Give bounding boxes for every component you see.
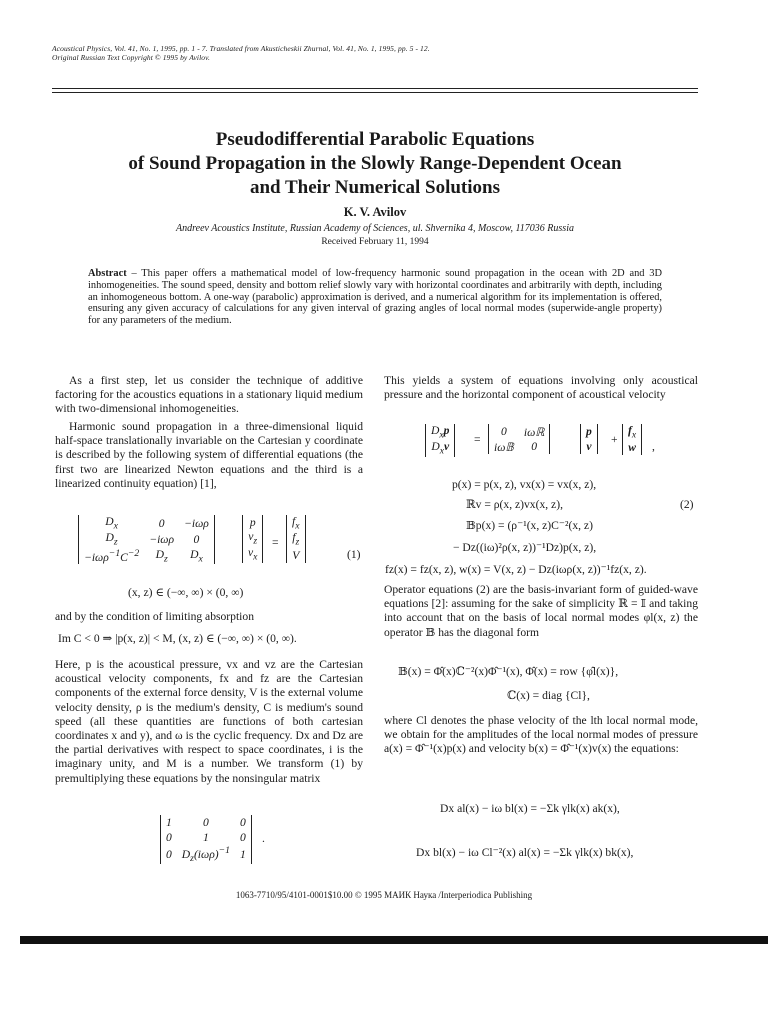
operator-system-equals: = bbox=[474, 433, 481, 446]
absorption-condition: Im C < 0 ⇒ |p(x, z)| < M, (x, z) ∈ (−∞, ∞) × (0, ∞). bbox=[58, 632, 297, 645]
operator-system-matrix: 0 iωℝ iω𝔹 0 bbox=[488, 424, 550, 454]
equation-1-vector-unknowns: p $v_z$ $v_x$ bbox=[242, 515, 263, 563]
page-bottom-edge bbox=[20, 936, 768, 944]
equation-1-domain: (x, z) ∈ (−∞, ∞) × (0, ∞) bbox=[128, 586, 244, 599]
article-title-line-2: of Sound Propagation in the Slowly Range-Dependent Ocean bbox=[128, 153, 622, 174]
right-paragraph-2: Operator equations (2) are the basis-invariant form of guided-wave equations [2]: assuming for the sake of simplicity ℝ = 𝕀 and taking into account that on the basis of local normal modes φl(x, z) the operator 𝔹 has the diagonal form bbox=[384, 583, 698, 639]
operator-system-comma: , bbox=[652, 440, 655, 453]
publisher-footer: 1063-7710/95/4101-0001$10.00 © 1995 МАИК Наука /Interperiodica Publishing bbox=[235, 890, 533, 900]
article-title-line-1: Pseudodifferential Parabolic Equations bbox=[215, 129, 535, 150]
operator-system-lhs: $D_xp$ $D_xv$ bbox=[425, 424, 455, 457]
equation-2-line-1: p(x) = p(x, z), vx(x) = vx(x, z), bbox=[452, 478, 597, 491]
right-paragraph-1: This yields a system of equations involving only acoustical pressure and the horizontal component of acoustical velocity bbox=[384, 374, 698, 402]
header-rule-top bbox=[52, 88, 698, 89]
equation-1-number: (1) bbox=[347, 548, 361, 561]
received-date: Received February 11, 1994 bbox=[321, 237, 429, 247]
left-paragraph-4: Here, p is the acoustical pressure, vx and vz are the Cartesian acoustical velocity components, fx and fz are the Cartesian components of the external force density, V is the external volume velocity density, ρ is the medium's density, C is medium's sound speed (all these quantities are functions of both cartesian coordinates x and y), and ω is the cyclic frequency. Dx and Dz are the partial derivatives with respect to space coordinates, i is the imaginary unity, and M is a number. We transform (1) by premultiplying these equations by the nonsingular matrix bbox=[55, 658, 363, 785]
equation-1-vector-sources: $f_x$ $f_z$ V bbox=[286, 515, 306, 563]
left-paragraph-2: Harmonic sound propagation in a three-dimensional liquid half-space translationally invariable on the Cartesian y coordinate is described by the following system of differential equations (the first two are linearized Newton equations and the third is a linearized continuity equation) [1], bbox=[55, 420, 363, 490]
equation-2-number: (2) bbox=[680, 498, 694, 511]
operator-system-plus: + bbox=[611, 433, 618, 446]
transformation-matrix-period: . bbox=[262, 832, 265, 845]
equation-1-matrix: $D_x$ 0 −iωρ $D_z$ −iωρ 0 $-i\omega\rho^{-1}C^{-2}$ $D_z$ $D_x$ bbox=[78, 515, 215, 564]
equation-2-line-2: ℝv = ρ(x, z)vx(x, z), bbox=[466, 498, 563, 511]
affiliation: Andreev Acoustics Institute, Russian Academy of Sciences, ul. Shvernika 4, Moscow, 117036 Russia bbox=[176, 223, 574, 234]
equation-amplitude-a: Dx al(x) − iω bl(x) = −Σk γlk(x) ak(x), bbox=[440, 802, 620, 815]
abstract bbox=[88, 268, 662, 327]
journal-citation: Acoustical Physics, Vol. 41, No. 1, 1995, pp. 1 - 7. Translated from Akusticheskii Zhurnal, Vol. 41, No. 1, 1995, pp. 5 - 12. bbox=[52, 44, 430, 53]
equation-amplitude-b: Dx bl(x) − iω Cl⁻²(x) al(x) = −Σk γlk(x) bk(x), bbox=[416, 846, 634, 859]
left-paragraph-1: As a first step, let us consider the technique of additive factoring for the acoustics equations in a stationary liquid medium with two-dimensional inhomogeneities. bbox=[55, 374, 363, 416]
copyright-line: Original Russian Text Copyright © 1995 by Avilov. bbox=[52, 53, 210, 62]
equation-2-line-5: fz(x) = fz(x, z), w(x) = V(x, z) − Dz(iωρ(x, z))⁻¹fz(x, z). bbox=[385, 563, 647, 576]
equation-1-equals: = bbox=[272, 536, 279, 549]
equation-b-operator: 𝔹(x) = Φ̂(x)ℂ⁻²(x)Φ̂⁻¹(x), Φ̂(x) = row {φ̂l(x)}, bbox=[398, 665, 619, 678]
equation-2-line-4: − Dz((iω)²ρ(x, z))⁻¹Dz)p(x, z), bbox=[453, 541, 597, 554]
header-rule-bottom bbox=[52, 92, 698, 93]
left-paragraph-3: and by the condition of limiting absorption bbox=[55, 610, 255, 623]
equation-c-operator: ℂ(x) = diag {Cl}, bbox=[507, 689, 590, 702]
operator-system-sources: $f_x$ w bbox=[622, 424, 642, 455]
abstract-text: – This paper offers a mathematical model of low-frequency harmonic sound propagation in the ocean with 2D and 3D inhomogeneities. The sound speed, density and bottom relief slowly vary with horizontal coordinates and arbitrarily with depth, including an inhomogeneous bottom. A one-way (parabolic) approximation is derived, and a numerical algorithm for its implementation is offered, ensuring any given accuracy of calculations for any given interval of grazing angles of local normal modes (superwide-angle property) for any parameters of the medium. bbox=[88, 268, 662, 327]
author: K. V. Avilov bbox=[343, 205, 407, 219]
article-title-line-3: and Their Numerical Solutions bbox=[249, 177, 501, 198]
transformation-matrix: 1 0 0 0 1 0 0 $D_z(i\omega\rho)^{-1}$ 1 bbox=[160, 815, 252, 864]
abstract-label: Abstract bbox=[88, 268, 127, 279]
operator-system-unknowns: p v bbox=[580, 424, 598, 454]
right-paragraph-3: where Cl denotes the phase velocity of the lth local normal mode, we obtain for the amplitudes of the local normal modes of pressure a(x) = Φ̂⁻¹(x)p(x) and velocity b(x) = Φ̂⁻¹(x)v(x) the equations: bbox=[384, 714, 698, 756]
equation-2-line-3: 𝔹p(x) = (ρ⁻¹(x, z)C⁻²(x, z) bbox=[466, 519, 593, 532]
